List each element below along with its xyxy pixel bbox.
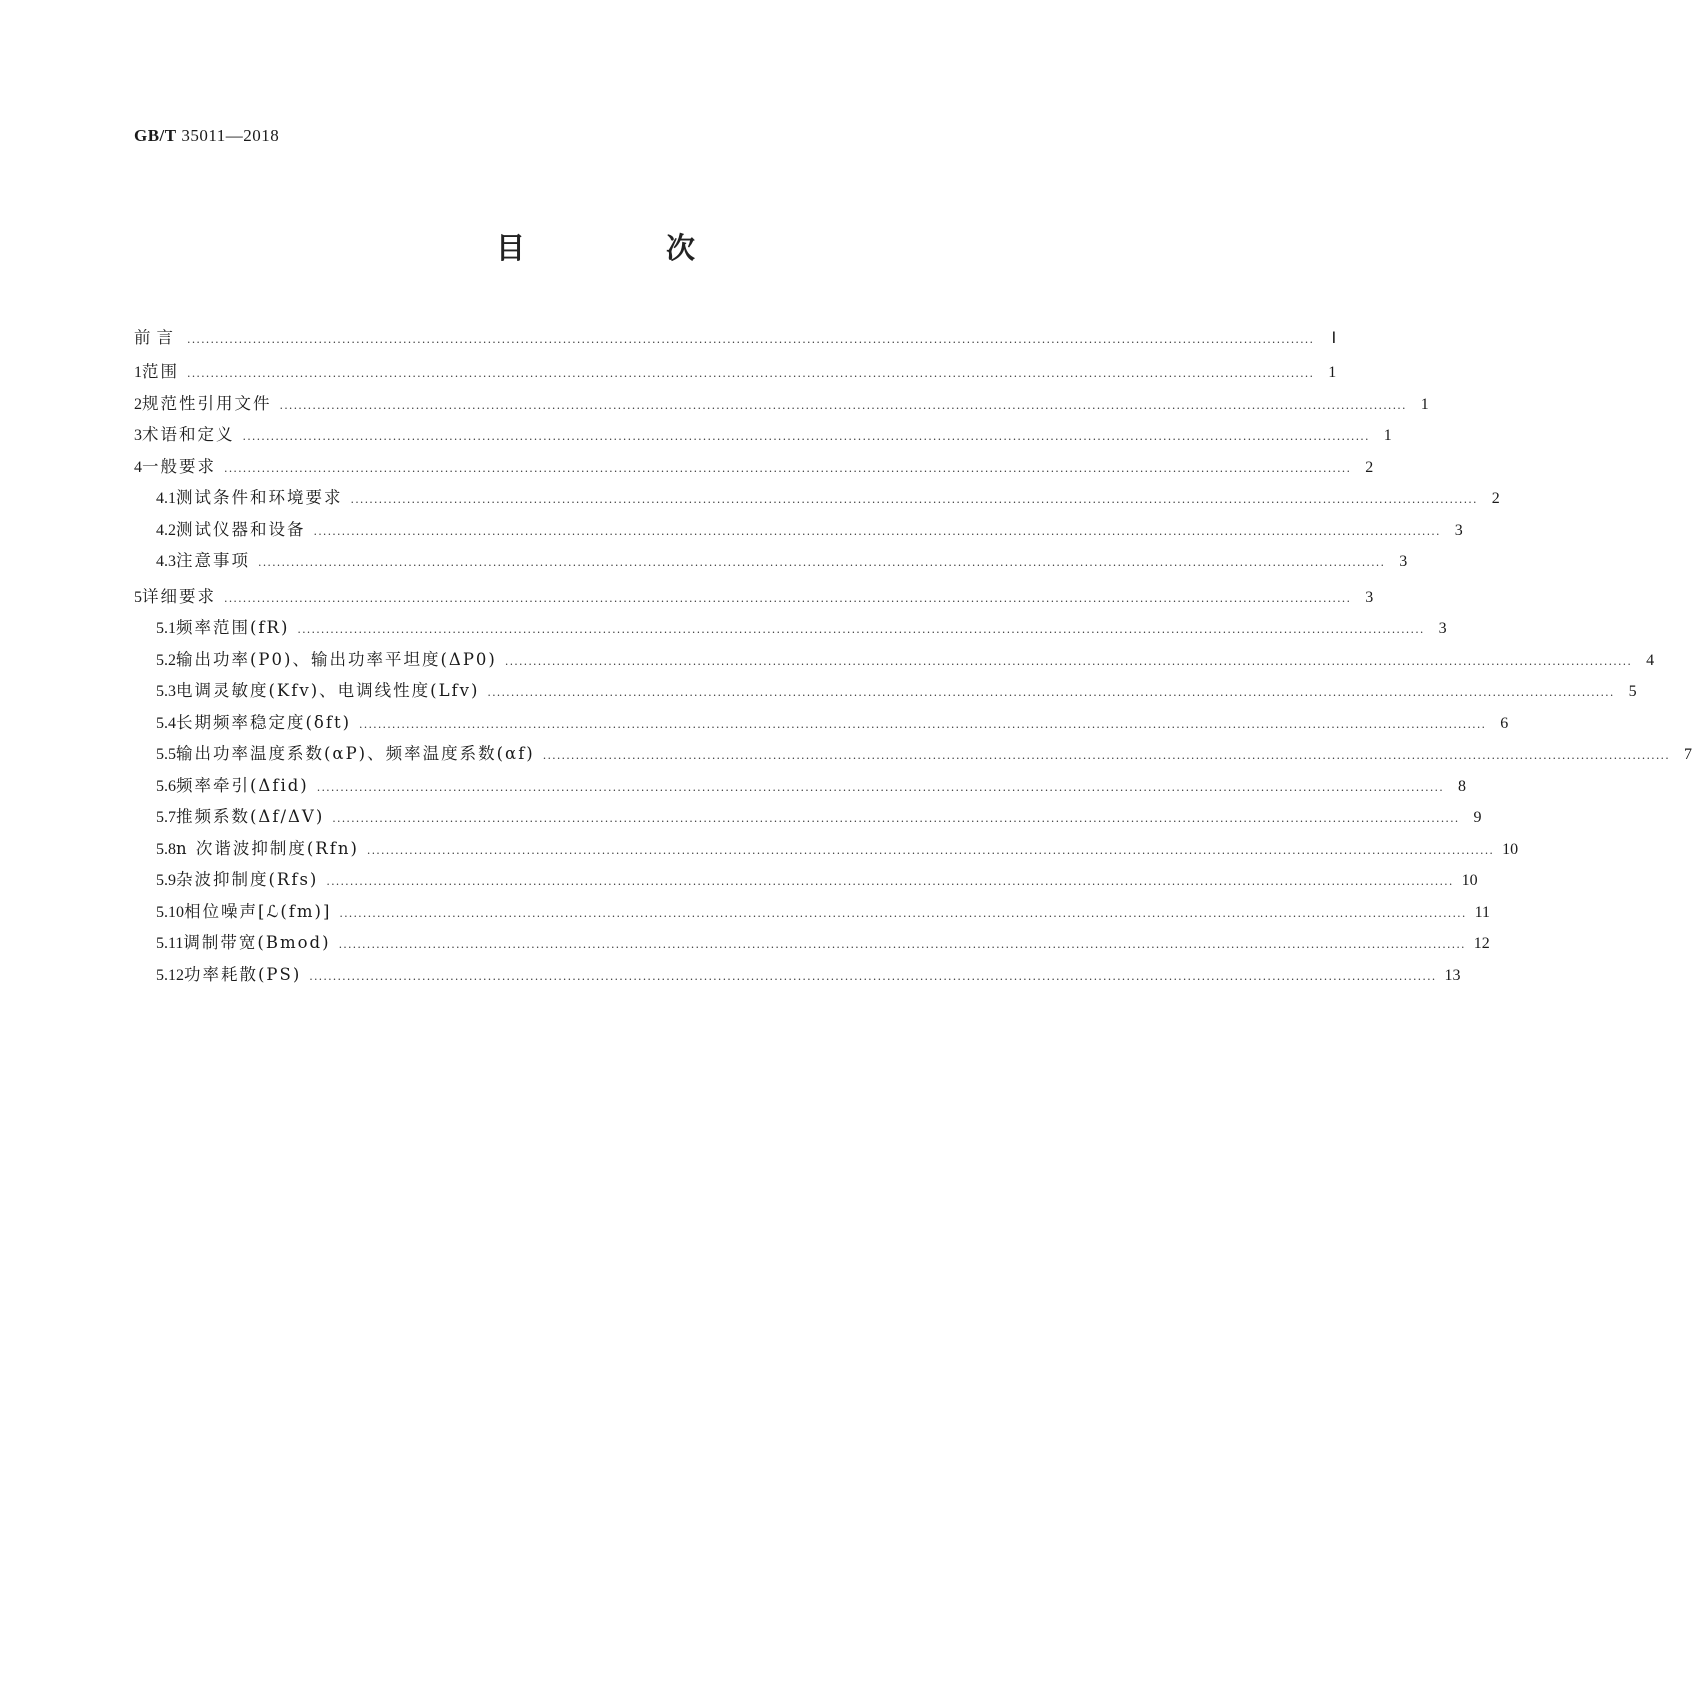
toc-entry-text: 相位噪声[ℒ(fm)]: [184, 901, 332, 921]
table-of-contents: [134, 324, 1692, 992]
toc-entry-page: 4: [1646, 651, 1655, 669]
dot-leader: ................................................................................................................................................................................................................................................: [187, 333, 1315, 346]
dot-leader: ................................................................................................................................................................................................................................................: [316, 780, 1444, 794]
toc-entry-page: 1: [1420, 395, 1429, 413]
toc-entry-text: 测试条件和环境要求: [176, 488, 343, 507]
toc-entry-number: 5.12: [156, 966, 184, 984]
toc-entry-number: 3: [134, 427, 142, 444]
toc-entry-page: 5: [1628, 683, 1637, 700]
toc-entry-page: 13: [1444, 966, 1461, 984]
toc-entry-text: 注意事项: [176, 551, 250, 570]
toc-entry-page: 1: [1383, 427, 1392, 444]
toc-entry-text: 推频系数(Δf/ΔV): [176, 807, 325, 826]
toc-entry-number: 4.3: [156, 553, 176, 570]
toc-entry-page: 2: [1491, 490, 1500, 507]
toc-entry-page: 1: [1328, 364, 1337, 381]
toc-entry-number: 5.11: [156, 935, 184, 952]
toc-subentry[interactable]: [134, 547, 1408, 579]
toc-entry-text: 杂波抑制度(Rfs): [176, 870, 319, 889]
toc-entry-text: 一般要求: [142, 456, 216, 476]
toc-entry-page: 6: [1500, 714, 1509, 732]
toc-entry-page: 8: [1457, 777, 1466, 795]
toc-entry-text: 术语和定义: [142, 425, 235, 444]
toc-title: 目 次: [495, 231, 751, 265]
standard-code: [134, 126, 279, 146]
toc-entry-page: 12: [1473, 935, 1490, 952]
toc-entry-text: 详细要求: [142, 586, 216, 606]
standard-prefix: GB/T: [134, 126, 177, 145]
toc-entry-text: 测试仪器和设备: [176, 519, 306, 539]
toc-entry-number: 1: [134, 364, 142, 381]
toc-entry-number: 5.8: [156, 840, 176, 858]
dot-leader: ................................................................................................................................................................................................................................................: [297, 623, 1425, 636]
toc-entry-page: 2: [1365, 458, 1374, 476]
toc-subentry[interactable]: [134, 677, 1637, 709]
toc-entry-number: 2: [134, 395, 142, 413]
dot-leader: ................................................................................................................................................................................................................................................: [332, 812, 1460, 825]
toc-entry-text: 调制带宽(Bmod): [183, 933, 331, 952]
dot-leader: ................................................................................................................................................................................................................................................: [309, 969, 1437, 983]
toc-entry-number: 5.7: [156, 809, 176, 826]
toc-subentry[interactable]: [134, 740, 1692, 772]
dot-leader: ................................................................................................................................................................................................................................................: [366, 843, 1495, 857]
toc-entry-number: 5.3: [156, 683, 176, 700]
dot-leader: ................................................................................................................................................................................................................................................: [224, 461, 1352, 475]
dot-leader: ................................................................................................................................................................................................................................................: [187, 367, 1315, 380]
toc-entry-number: 4.1: [156, 490, 176, 507]
toc-subentry[interactable]: [134, 646, 1655, 678]
toc-subentry[interactable]: [134, 898, 1490, 930]
toc-subentry[interactable]: [134, 516, 1463, 548]
toc-entry-text: 电调灵敏度(Kfv)、电调线性度(Lfv): [176, 681, 480, 700]
toc-entry-text: 输出功率温度系数(αP)、频率温度系数(αf): [176, 744, 535, 763]
toc-subentry[interactable]: [134, 929, 1490, 961]
dot-leader: ................................................................................................................................................................................................................................................: [313, 524, 1441, 538]
toc-entry-number: 4: [134, 458, 142, 476]
toc-entry-page: 3: [1365, 588, 1374, 606]
toc-entry-number: 5.1: [156, 620, 176, 637]
toc-entry-text: 频率范围(fR): [176, 618, 290, 637]
toc-entry-page: 10: [1461, 872, 1478, 889]
toc-entry-text: 范围: [142, 362, 179, 381]
toc-subentry[interactable]: [134, 772, 1466, 804]
toc-entry-number: 5.10: [156, 903, 184, 921]
toc-entry-text: 前言: [134, 328, 179, 347]
toc-entry-number: 5.5: [156, 746, 176, 763]
toc-entry-number: 5.6: [156, 777, 176, 795]
toc-subentry[interactable]: [134, 803, 1482, 835]
toc-subentry[interactable]: [134, 866, 1478, 898]
toc-entry-number: 5.2: [156, 651, 176, 669]
toc-entry-text: 频率牵引(Δfid): [176, 775, 309, 795]
toc-entry[interactable]: [134, 421, 1392, 453]
dot-leader: ................................................................................................................................................................................................................................................: [350, 493, 1478, 506]
dot-leader: ................................................................................................................................................................................................................................................: [224, 591, 1352, 605]
toc-entry-number: 5: [134, 588, 142, 606]
dot-leader: ................................................................................................................................................................................................................................................: [338, 938, 1466, 951]
toc-entry-text: 规范性引用文件: [142, 393, 272, 413]
dot-leader: ................................................................................................................................................................................................................................................: [242, 430, 1370, 443]
toc-entry-page: 9: [1473, 809, 1482, 826]
toc-entry-foreword[interactable]: [134, 324, 1337, 358]
dot-leader: ................................................................................................................................................................................................................................................: [326, 875, 1454, 888]
toc-entry[interactable]: [134, 358, 1337, 390]
toc-subentry[interactable]: [134, 961, 1461, 993]
dot-leader: ................................................................................................................................................................................................................................................: [487, 686, 1615, 699]
toc-entry-number: 4.2: [156, 521, 176, 539]
toc-entry[interactable]: [134, 453, 1374, 485]
toc-entry-page: Ⅰ: [1331, 330, 1337, 347]
toc-entry[interactable]: [134, 583, 1374, 615]
toc-entry-page: 3: [1399, 553, 1408, 570]
toc-entry-page: 10: [1502, 840, 1519, 858]
dot-leader: ................................................................................................................................................................................................................................................: [258, 556, 1386, 569]
toc-entry-number: 5.4: [156, 714, 176, 732]
toc-entry-text: n 次谐波抑制度(Rfn): [176, 838, 359, 858]
toc-entry-text: 输出功率(P0)、输出功率平坦度(ΔP0): [176, 649, 497, 669]
toc-entry-page: 7: [1683, 746, 1692, 763]
standard-number: 35011—2018: [181, 126, 280, 145]
toc-subentry[interactable]: [134, 835, 1519, 867]
dot-leader: ................................................................................................................................................................................................................................................: [359, 717, 1487, 731]
dot-leader: ................................................................................................................................................................................................................................................: [542, 749, 1670, 762]
toc-subentry[interactable]: [134, 484, 1500, 516]
toc-entry[interactable]: [134, 390, 1429, 422]
toc-entry-number: 5.9: [156, 872, 176, 889]
toc-entry-text: 长期频率稳定度(δft): [176, 712, 352, 732]
toc-subentry[interactable]: [134, 709, 1509, 741]
toc-entry-page: 11: [1474, 903, 1490, 921]
dot-leader: ................................................................................................................................................................................................................................................: [504, 654, 1633, 668]
toc-subentry[interactable]: [134, 614, 1447, 646]
toc-entry-text: 功率耗散(PS): [184, 964, 302, 984]
dot-leader: ................................................................................................................................................................................................................................................: [339, 906, 1467, 920]
toc-entry-page: 3: [1454, 521, 1463, 539]
toc-entry-page: 3: [1438, 620, 1447, 637]
dot-leader: ................................................................................................................................................................................................................................................: [279, 398, 1407, 412]
